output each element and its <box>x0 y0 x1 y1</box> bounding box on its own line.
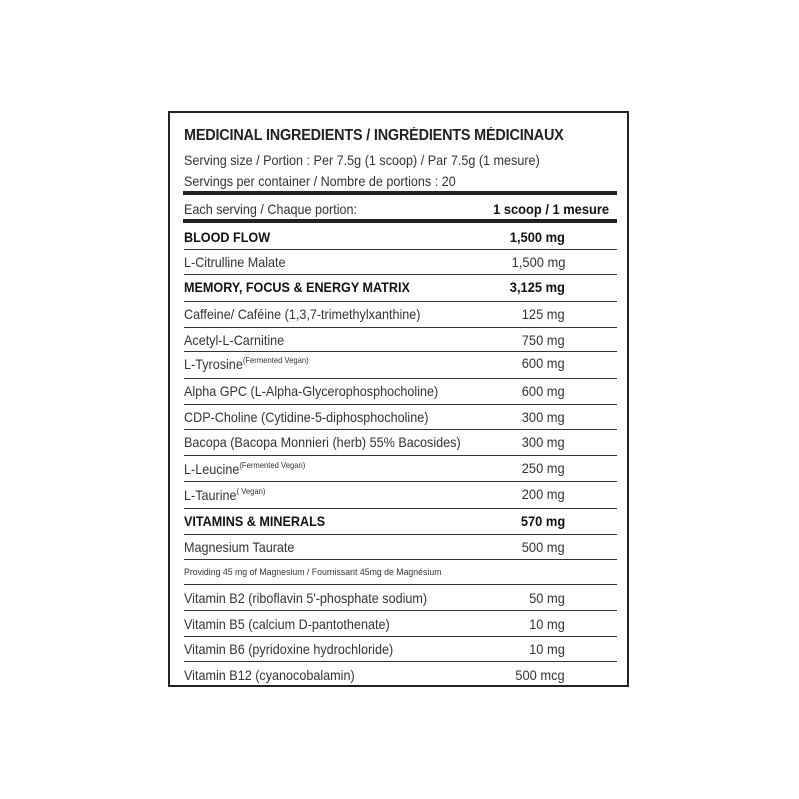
row-divider <box>184 429 617 430</box>
row-divider <box>184 610 617 611</box>
row-divider <box>184 301 617 302</box>
ingredient-name: Bacopa (Bacopa Monnieri (herb) 55% Bacosides) <box>184 434 461 450</box>
ingredient-note: (Fermented Vegan) <box>239 460 306 470</box>
ingredient-amount: 600 mg <box>522 383 565 399</box>
row-divider <box>184 559 617 560</box>
ingredient-name: BLOOD FLOW <box>184 229 271 245</box>
ingredient-name: Alpha GPC (L-Alpha-Glycerophosphocholine) <box>184 383 439 399</box>
ingredient-name: L-Leucine$^{(Fermented Vegan)}$ <box>184 460 306 477</box>
row-divider <box>184 404 617 405</box>
serving-header-amount: 1 scoop / 1 mesure <box>493 201 609 217</box>
servings-per-container: Servings per container / Nombre de portions : 20 <box>184 173 456 189</box>
row-divider <box>184 455 617 456</box>
ingredient-name: Vitamin B5 (calcium D-pantothenate) <box>184 616 390 632</box>
row-divider <box>184 327 617 328</box>
ingredient-amount: 300 mg <box>522 434 565 450</box>
row-divider <box>184 636 617 637</box>
ingredient-amount: 50 mg <box>529 590 565 606</box>
ingredient-name: Providing 45 mg of Magnesium / Fournissant 45mg de Magnésium <box>184 567 442 578</box>
ingredient-amount: 200 mg <box>522 486 565 502</box>
ingredient-name: Caffeine/ Caféine (1,3,7-trimethylxanthine) <box>184 306 421 322</box>
ingredient-amount: 1,500 mg <box>511 254 565 270</box>
ingredient-name: L-Taurine$^{( Vegan)}$ <box>184 486 266 503</box>
row-divider <box>184 508 617 509</box>
ingredient-amount: 300 mg <box>522 409 565 425</box>
row-divider <box>184 249 617 250</box>
row-divider <box>184 661 617 662</box>
serving-header-label: Each serving / Chaque portion: <box>184 201 358 217</box>
ingredient-name: Vitamin B6 (pyridoxine hydrochloride) <box>184 641 394 657</box>
ingredient-note: ( Vegan) <box>236 486 266 496</box>
row-divider <box>184 534 617 535</box>
ingredient-name: VITAMINS & MINERALS <box>184 513 326 529</box>
ingredient-name: MEMORY, FOCUS & ENERGY MATRIX <box>184 279 410 295</box>
supplement-facts-panel <box>168 111 629 687</box>
ingredient-amount: 3,125 mg <box>509 279 565 295</box>
row-divider <box>184 274 617 275</box>
ingredient-amount: 500 mg <box>522 539 565 555</box>
ingredient-amount: 750 mg <box>522 332 565 348</box>
ingredient-name: Vitamin B2 (riboflavin 5'-phosphate sodium) <box>184 590 428 606</box>
ingredient-name: CDP-Choline (Cytidine-5-diphosphocholine) <box>184 409 429 425</box>
panel-content <box>184 113 617 685</box>
ingredient-amount: 125 mg <box>522 306 565 322</box>
ingredient-name: L-Tyrosine$^{(Fermented Vegan)}$ <box>184 355 309 372</box>
ingredient-amount: 570 mg <box>520 513 565 529</box>
row-divider <box>184 351 617 352</box>
header-rule <box>183 219 617 223</box>
row-divider <box>184 378 617 379</box>
row-divider <box>184 481 617 482</box>
ingredient-amount: 10 mg <box>529 641 565 657</box>
ingredient-amount: 500 mcg <box>515 667 565 683</box>
ingredient-amount: 10 mg <box>529 616 565 632</box>
ingredient-name: L-Citrulline Malate <box>184 254 286 270</box>
ingredient-amount: 1,500 mg <box>509 229 565 245</box>
ingredient-name: Acetyl-L-Carnitine <box>184 332 285 348</box>
panel-title: MEDICINAL INGREDIENTS / INGRÉDIENTS MÉDICINAUX <box>184 127 564 144</box>
ingredient-amount: 600 mg <box>522 355 565 371</box>
ingredient-name: Magnesium Taurate <box>184 539 295 555</box>
serving-size: Serving size / Portion : Per 7.5g (1 scoop) / Par 7.5g (1 mesure) <box>184 152 540 168</box>
ingredient-name: Vitamin B12 (cyanocobalamin) <box>184 667 355 683</box>
ingredient-note: (Fermented Vegan) <box>242 355 309 365</box>
top-rule <box>183 191 617 195</box>
row-divider <box>184 584 617 585</box>
ingredient-amount: 250 mg <box>522 460 565 476</box>
